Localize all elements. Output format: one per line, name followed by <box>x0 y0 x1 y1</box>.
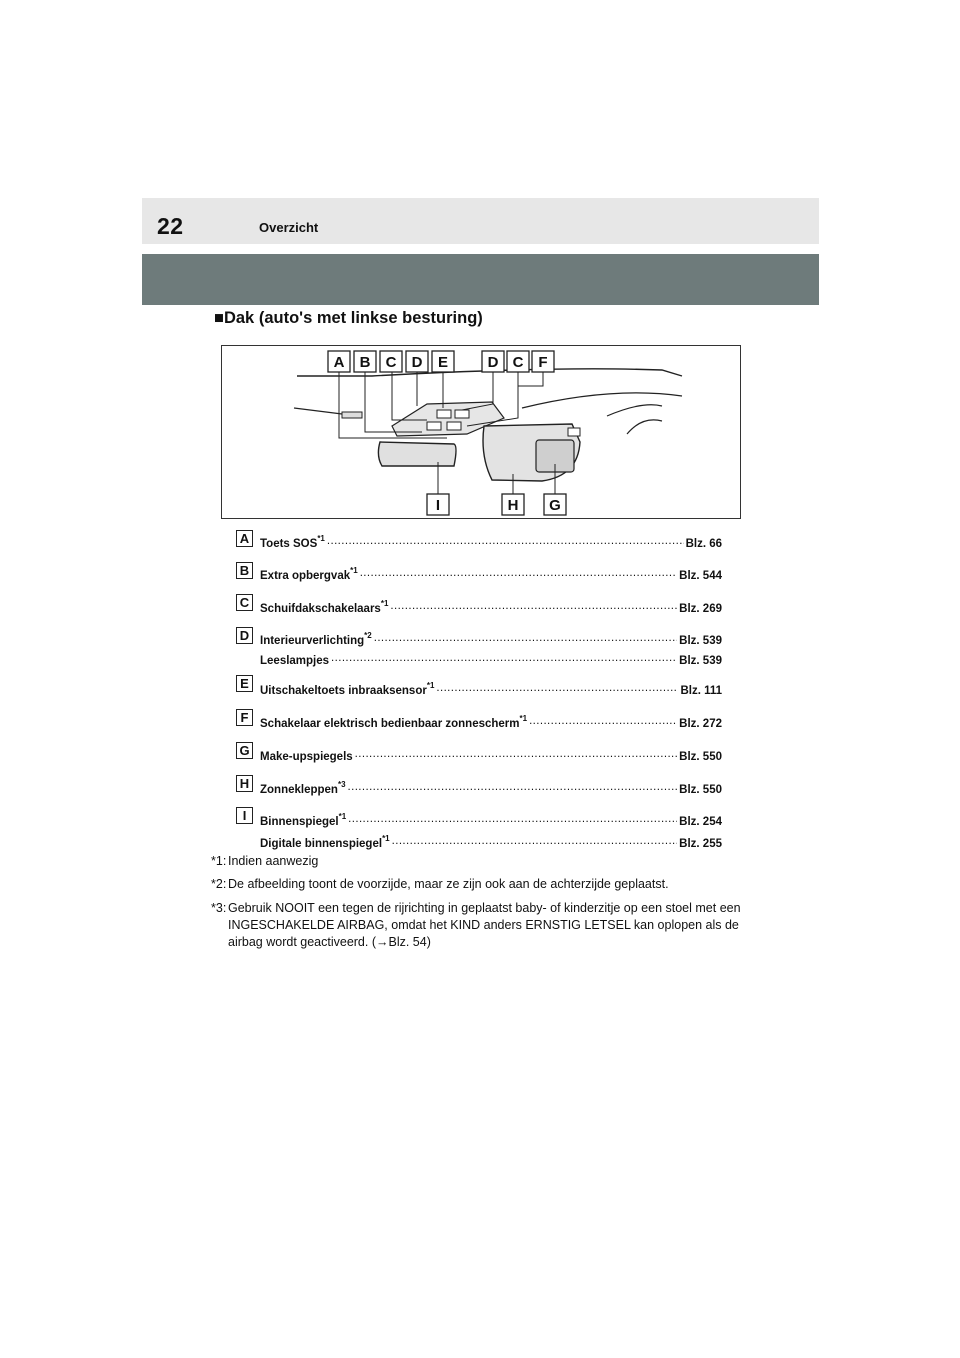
page-reference[interactable]: Blz. 544 <box>679 570 722 582</box>
page-reference[interactable]: Blz. 255 <box>679 838 722 850</box>
list-item <box>260 713 722 729</box>
list-item <box>260 598 722 614</box>
item-marker: I <box>236 807 253 824</box>
leader-dots <box>436 680 678 694</box>
leader-dots <box>348 779 678 793</box>
callouts-bottom <box>427 494 566 515</box>
callout-label: I <box>435 497 441 514</box>
callouts-top <box>328 351 554 372</box>
item-marker: A <box>236 530 253 547</box>
item-name: Leeslampjes <box>260 655 330 667</box>
console-switch <box>427 422 441 430</box>
roof-illustration <box>221 345 741 519</box>
footnote <box>211 900 771 952</box>
item-name: Schuifdakschakelaars$^{*1}$ <box>260 599 389 615</box>
footnote-mark: *2: <box>211 877 227 891</box>
list-item <box>260 833 722 849</box>
callout-label: C <box>385 354 397 371</box>
console-switch <box>437 410 451 418</box>
list-item <box>260 779 722 795</box>
callout-label: D <box>411 354 423 371</box>
sos-button-shape <box>342 412 362 418</box>
page-reference[interactable]: Blz. 66 <box>685 538 722 550</box>
header-bar <box>142 198 819 244</box>
list-item <box>260 811 722 827</box>
callout-label: G <box>549 497 561 514</box>
item-name: Extra opbergvak$^{*1}$ <box>260 566 358 582</box>
leader-dots <box>348 811 677 825</box>
footnote-text: De afbeelding toont de voorzijde, maar ze zijn ook aan de achterzijde geplaatst. <box>228 877 669 891</box>
page-reference[interactable]: Blz. 272 <box>679 718 722 730</box>
callout-label: H <box>507 497 519 514</box>
item-name: Zonnekleppen$^{*3}$ <box>260 780 346 796</box>
callout-label: D <box>487 354 499 371</box>
leader-dots <box>529 713 677 727</box>
list-item <box>260 680 722 696</box>
roof-drawing <box>222 346 740 518</box>
leader-dots <box>374 630 677 644</box>
callout-label: C <box>512 354 524 371</box>
page-reference[interactable]: Blz. 269 <box>679 603 722 615</box>
windshield-edge <box>294 408 342 414</box>
item-marker: B <box>236 562 253 579</box>
page-reference[interactable]: Blz. 111 <box>680 685 722 697</box>
page-reference[interactable]: Blz. 254 <box>679 816 722 828</box>
callout-label: F <box>538 354 548 371</box>
footnote-mark: *3: <box>211 901 227 915</box>
roof-trim <box>607 405 662 416</box>
item-name: Binnenspiegel$^{*1}$ <box>260 812 347 828</box>
page-heading: ■Dak (auto's met linkse besturing) <box>214 309 483 327</box>
item-marker: F <box>236 709 253 726</box>
callout-label: B <box>359 354 371 371</box>
console-switch <box>447 422 461 430</box>
item-name: Make-upspiegels <box>260 751 353 763</box>
section-title: Overzicht <box>259 220 319 235</box>
item-name: Interieurverlichting$^{*2}$ <box>260 631 372 647</box>
item-name: Schakelaar elektrisch bedienbaar zonnescherm$^{*1}$ <box>260 714 528 730</box>
footnote <box>211 853 771 870</box>
leader-dots <box>360 565 677 579</box>
footnote-mark: *1: <box>211 854 227 868</box>
item-name: Digitale binnenspiegel$^{*1}$ <box>260 834 390 850</box>
item-marker: D <box>236 627 253 644</box>
item-marker: C <box>236 594 253 611</box>
footnote <box>211 876 771 893</box>
leader-dots <box>392 833 678 847</box>
chapter-bar <box>142 254 819 305</box>
item-name: Toets SOS$^{*1}$ <box>260 534 325 550</box>
console-switch <box>455 410 469 418</box>
page-reference[interactable]: Blz. 539 <box>679 635 722 647</box>
sunshade-switch <box>568 428 580 436</box>
callout-label: A <box>333 354 345 371</box>
page-number: 22 <box>157 213 184 239</box>
item-marker: E <box>236 675 253 692</box>
leader-dots <box>355 746 678 760</box>
callout-label: E <box>437 354 449 371</box>
footnote-text: Indien aanwezig <box>228 854 319 868</box>
item-name: Uitschakeltoets inbraaksensor$^{*1}$ <box>260 681 435 697</box>
leader-f <box>518 371 543 386</box>
list-item <box>260 650 722 666</box>
list-item <box>260 630 722 646</box>
pillar-trim <box>627 420 662 434</box>
page-reference[interactable]: Blz. 539 <box>679 655 722 667</box>
leader-dots <box>390 598 677 612</box>
footnote-text: Gebruik NOOIT een tegen de rijrichting in geplaatst baby- of kinderzitje op een stoel met een INGESCHAKELDE AIRBAG, omdat het KIND anders ERNSTIG LETSEL kan oplopen als de airbag wordt geactiveerd. (→Blz. 54) <box>228 901 741 949</box>
item-marker: G <box>236 742 253 759</box>
list-item <box>260 746 722 762</box>
page-reference[interactable]: Blz. 550 <box>679 751 722 763</box>
list-item <box>260 565 722 581</box>
item-marker: H <box>236 775 253 792</box>
rear-view-mirror <box>378 442 456 466</box>
page-reference[interactable]: Blz. 550 <box>679 784 722 796</box>
leader-dots <box>327 533 684 547</box>
leader-dots <box>331 650 677 664</box>
list-item <box>260 533 722 549</box>
